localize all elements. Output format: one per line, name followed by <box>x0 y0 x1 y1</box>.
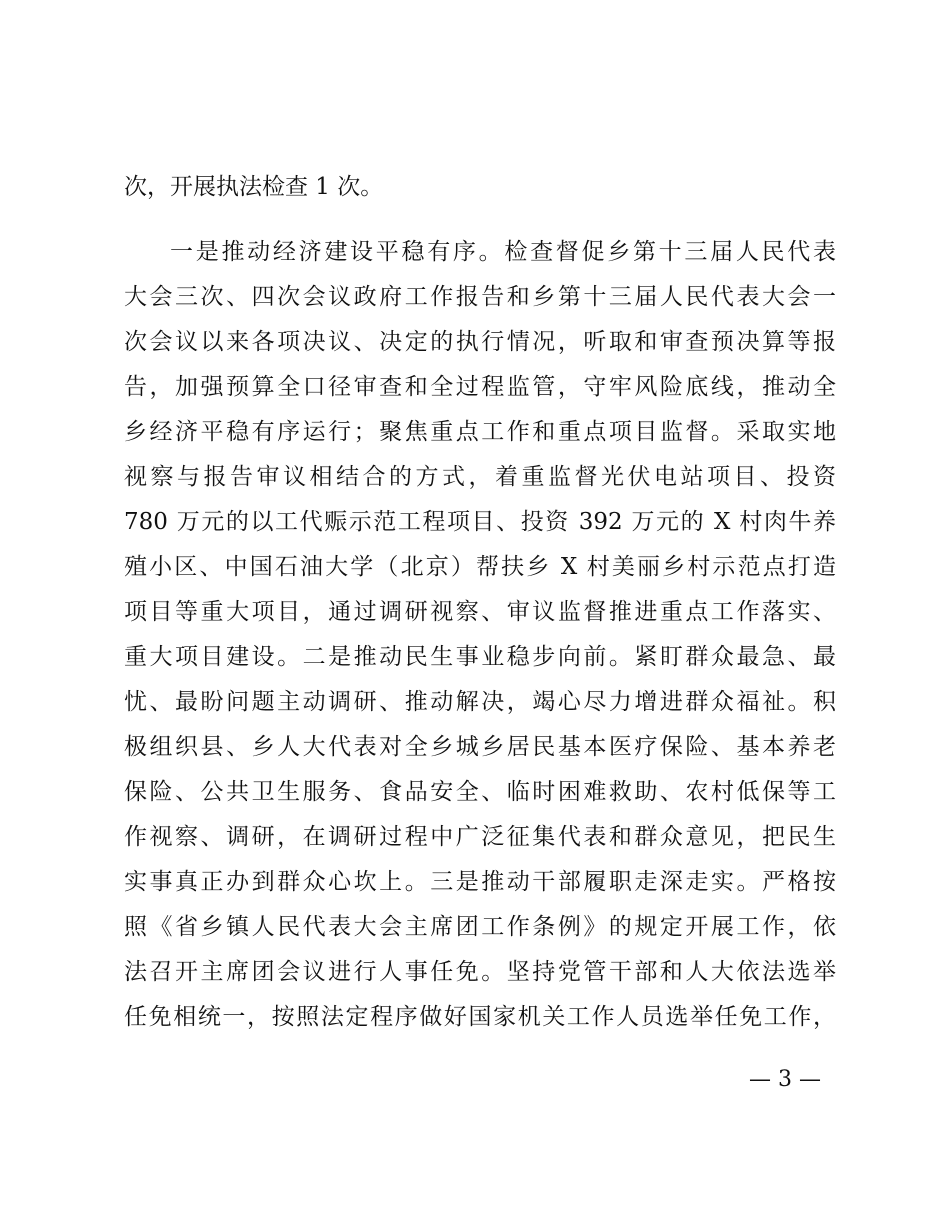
text-line: 次会议以来各项决议、决定的执行情况，听取和审查预决算等报 <box>124 329 836 355</box>
text-line: 任免相统一，按照法定程序做好国家机关工作人员选举任免工作， <box>124 1004 836 1030</box>
text-line: 视察与报告审议相结合的方式，着重监督光伏电站项目、投资 <box>124 464 836 490</box>
text-line: 重大项目建设。二是推动民生事业稳步向前。紧盯群众最急、最 <box>124 644 836 670</box>
text-line: 忧、最盼问题主动调研、推动解决，竭心尽力增进群众福祉。积 <box>124 689 836 715</box>
text-line: 殖小区、中国石油大学（北京）帮扶乡 X 村美丽乡村示范点打造 <box>124 554 836 580</box>
text-line: 780 万元的以工代赈示范工程项目、投资 392 万元的 X 村肉牛养 <box>124 509 836 535</box>
text-line: 极组织县、乡人大代表对全乡城乡居民基本医疗保险、基本养老 <box>124 734 836 760</box>
text-line: 告，加强预算全口径审查和全过程监管，守牢风险底线，推动全 <box>124 374 836 400</box>
text-line: 实事真正办到群众心坎上。三是推动干部履职走深走实。严格按 <box>124 869 836 895</box>
text-line: 项目等重大项目，通过调研视察、审议监督推进重点工作落实、 <box>124 599 836 625</box>
text-line: 乡经济平稳有序运行；聚焦重点工作和重点项目监督。采取实地 <box>124 419 836 445</box>
page-number: — 3 — <box>749 1067 821 1092</box>
text-line: 法召开主席团会议进行人事任免。坚持党管干部和人大依法选举 <box>124 959 836 985</box>
text-line: 一是推动经济建设平稳有序。检查督促乡第十三届人民代表 <box>170 239 836 265</box>
text-line: 大会三次、四次会议政府工作报告和乡第十三届人民代表大会一 <box>124 284 836 310</box>
text-line: 次，开展执法检查 1 次。 <box>124 174 384 200</box>
text-line: 作视察、调研，在调研过程中广泛征集代表和群众意见，把民生 <box>124 824 836 850</box>
text-line: 保险、公共卫生服务、食品安全、临时困难救助、农村低保等工 <box>124 779 836 805</box>
text-line: 照《省乡镇人民代表大会主席团工作条例》的规定开展工作，依 <box>124 914 836 940</box>
